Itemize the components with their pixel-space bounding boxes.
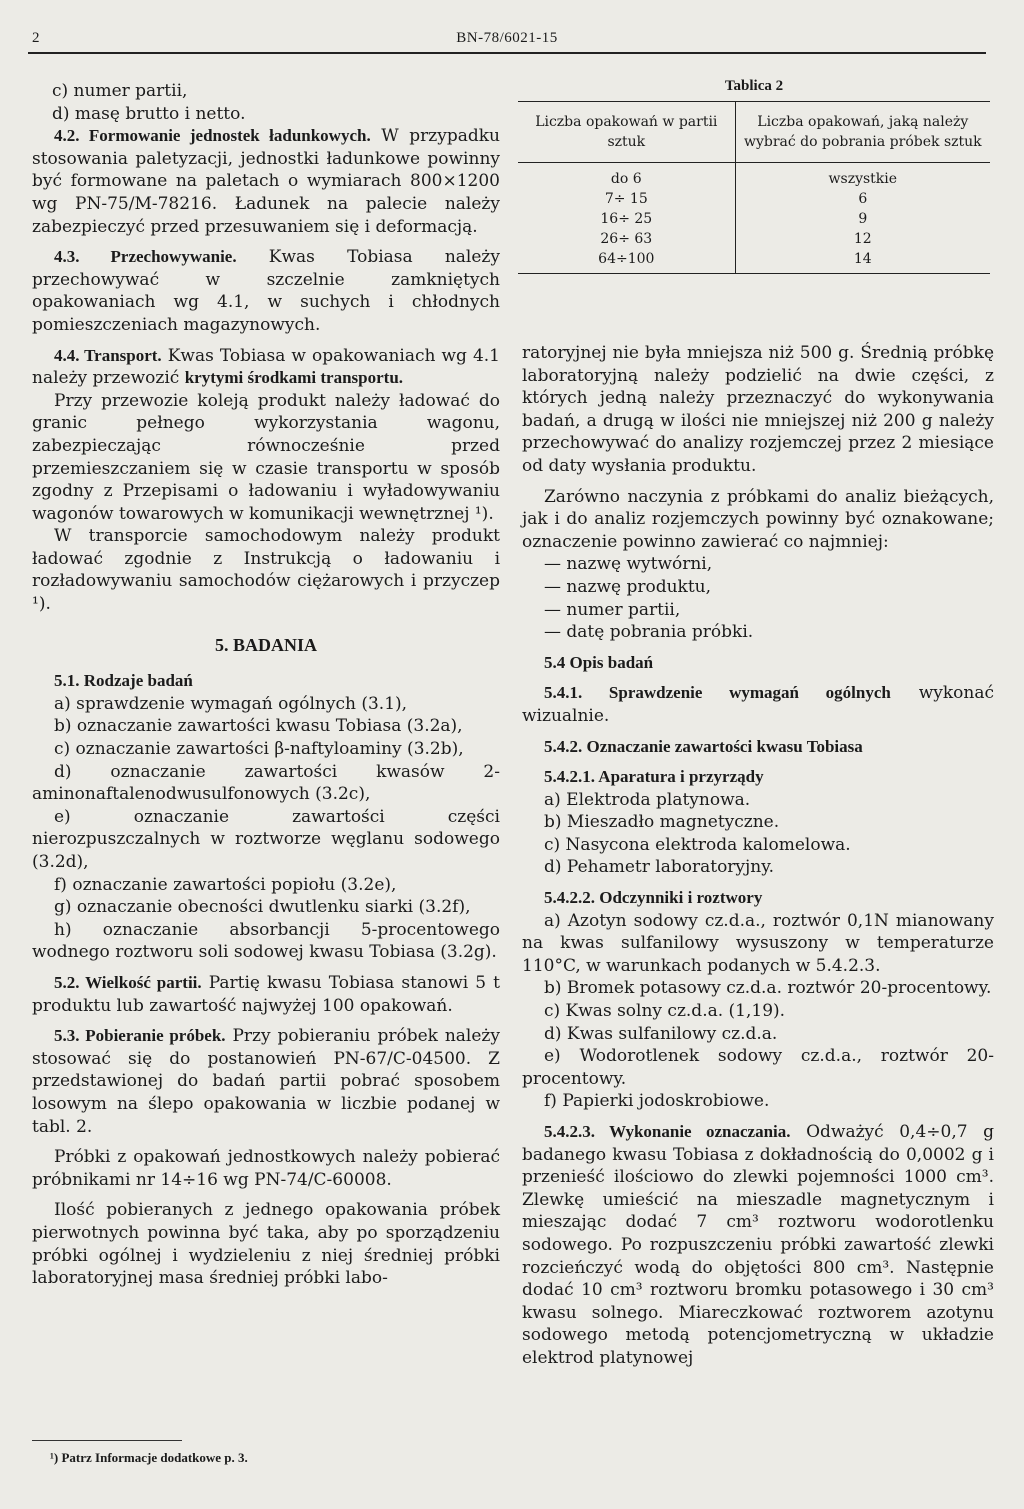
list-item: — nazwę produktu, <box>544 576 712 597</box>
paragraph-text: W transporcie samochodowym należy produkt ładować zgodnie z Instrukcją o ładowaniu i rozładowywaniu samochodów ciężarowych i przyczep ¹). <box>32 526 500 615</box>
section-heading: 5.4.1. Sprawdzenie wymagań ogólnych <box>544 683 891 703</box>
paragraph-text: W przypadku stosowania paletyzacji, jednostki ładunkowe powinny być formowane na paletach o wymiarach 800×1200 wg PN-75/M-78216. Ładunek na palecie należy zabezpieczyć przed przesuwaniem się i deformacją. <box>32 126 500 237</box>
list-item: a) sprawdzenie wymagań ogólnych (3.1), <box>54 693 408 714</box>
table-cell: 64÷100 <box>518 249 735 274</box>
section-heading: 5.4.2. Oznaczanie zawartości kwasu Tobiasa <box>544 736 863 756</box>
list-item: c) Nasycona elektroda kalomelowa. <box>544 834 851 855</box>
list-item: c) numer partii, <box>52 81 188 101</box>
list-item: b) Bromek potasowy cz.d.a. roztwór 20-procentowy. <box>544 978 992 999</box>
paragraph-5-4-1 <box>522 682 994 727</box>
tests-list <box>32 693 500 964</box>
table-title: Tablica 2 <box>724 78 784 94</box>
left-column <box>32 80 500 1298</box>
paragraph-text: Przy pobieraniu próbek należy stosować się do postanowień PN-67/C-04500. Z przedstawionej do badań partii pobrać sposobem losowym na ślepo opakowania w liczbie podanej w tabl. 2. <box>32 1026 500 1137</box>
paragraph-text: Kwas Tobiasa w opakowaniach wg 4.1 należy przewozić <box>32 345 500 389</box>
list-item: — nazwę wytwórni, <box>544 554 713 575</box>
table-cell: 7÷ 15 <box>604 191 648 207</box>
table-cell: 14 <box>735 249 990 274</box>
list-item: b) oznaczanie zawartości kwasu Tobiasa (3.2a), <box>54 716 463 737</box>
paragraph-text: Próbki z opakowań jednostkowych należy pobierać próbnikami nr 14÷16 wg PN-74/C-60008. <box>32 1147 500 1190</box>
page-number: 2 <box>32 30 40 46</box>
paragraph-5-4-2-3 <box>522 1121 994 1370</box>
section-heading: 4.3. Przechowywanie. <box>54 247 237 267</box>
sampling-table <box>518 101 990 274</box>
paragraph-text: Ilość pobieranych z jednego opakowania próbek pierwotnych powinna być taka, aby po sporządzeniu próbki ogólnej i wydzieleniu z niej średniej próbki laboratoryjnej masa średniej próbki labo- <box>32 1200 500 1289</box>
list-item: a) Elektroda platynowa. <box>544 789 751 810</box>
right-column <box>522 342 994 1378</box>
table-cell: 16÷ 25 <box>600 211 653 227</box>
table-cell: 26÷ 63 <box>600 231 653 247</box>
list-item: — datę pobrania próbki. <box>544 622 754 643</box>
paragraph-text: Kwas Tobiasa należy przechowywać w szczelnie zamkniętych opakowaniach wg 4.1, w suchych i chłodnych pomieszczeniach magazynowych. <box>32 247 500 335</box>
paragraph-text: Zarówno naczynia z próbkami do analiz bieżących, jak i do analiz rozjemczych powinny być oznakowane; oznaczenie powinno zawierać co najmniej: <box>522 486 994 552</box>
section-heading: 5.3. Pobieranie próbek. <box>54 1026 226 1046</box>
section-heading: 4.4. Transport. <box>54 345 162 365</box>
list-item: d) Pehametr laboratoryjny. <box>544 857 774 878</box>
list-item: f) oznaczanie zawartości popiołu (3.2e), <box>54 874 397 895</box>
section-heading: 5.4.2.3. Wykonanie oznaczania. <box>544 1122 791 1141</box>
list-item: e) Wodorotlenek sodowy cz.d.a., roztwór 20-procentowy. <box>522 1046 994 1089</box>
list-item: — numer partii, <box>544 599 681 620</box>
table-cell: 12 <box>735 229 990 249</box>
paragraph-text: Przy przewozie koleją produkt należy ładować do granic pełnego wykorzystania wagonu, zabezpieczając równocześnie przed przemieszczaniem się w czasie transportu w sposób zgodny z Przepisami o ładowaniu i wyładowywaniu wagonów towarowych w komunikacji wewnętrznej ¹). <box>32 390 500 524</box>
section-heading: 4.2. Formowanie jednostek ładunkowych. <box>54 126 371 146</box>
table-row <box>518 209 990 229</box>
table-row <box>518 189 990 209</box>
list-item: a) Azotyn sodowy cz.d.a., roztwór 0,1N mianowany na kwas sulfanilowy wysuszony w temperaturze 110°C, w warunkach podanych w 5.4.2.3. <box>522 910 994 976</box>
paragraph-text: ratoryjnej nie była mniejsza niż 500 g. Średnią próbkę laboratoryjną należy podzielić na dwie części, z których jedną należy przeznaczyć do wykonywania badań, a drugą w ilości nie mniejszej niż 200 g należy przechowywać do analizy rozjemczej przez 2 miesiące od daty wysłania produktu. <box>522 343 994 476</box>
list-item: c) Kwas solny cz.d.a. (1,19). <box>544 1001 786 1022</box>
section-heading: 5.2. Wielkość partii. <box>54 972 202 992</box>
list-item: c) oznaczanie zawartości β-naftyloaminy (3.2b), <box>54 739 464 760</box>
section-heading: 5.4.2.2. Odczynniki i roztwory <box>544 888 763 908</box>
standard-code: BN-78/6021-15 <box>456 30 558 46</box>
paragraph-5-3 <box>32 1025 500 1138</box>
table-cell: wszystkie <box>735 163 990 190</box>
marking-list <box>522 553 994 643</box>
table-row <box>518 163 990 190</box>
table-2 <box>518 78 990 274</box>
list-item: f) Papierki jodoskrobiowe. <box>544 1091 770 1112</box>
table-cell: 6 <box>735 189 990 209</box>
section-heading: 5.1. Rodzaje badań <box>54 671 193 691</box>
section-heading: 5.4.2.1. Aparatura i przyrządy <box>544 767 764 787</box>
section-heading: 5.4 Opis badań <box>544 652 654 672</box>
table-cell: 9 <box>735 209 990 229</box>
paragraph-text: Partię kwasu Tobiasa stanowi 5 t produktu lub zawartość najwyżej 100 opakowań. <box>32 972 500 1016</box>
list-item: h) oznaczanie absorbancji 5-procentowego wodnego roztworu soli sodowej kwasu Tobiasa (3.2g). <box>32 919 500 963</box>
footnote: ¹) Patrz Informacje dodatkowe p. 3. <box>50 1450 248 1465</box>
table-row <box>518 249 990 274</box>
column-header: Liczba opakowań, jaką należy wybrać do pobrania próbek sztuk <box>735 102 990 163</box>
section-title: 5. BADANIA <box>214 634 317 655</box>
footnote-divider <box>32 1440 182 1441</box>
table-row <box>518 229 990 249</box>
apparatus-list <box>522 789 994 879</box>
list-item: g) oznaczanie obecności dwutlenku siarki (3.2f), <box>54 897 471 918</box>
list-item: d) Kwas sulfanilowy cz.d.a. <box>544 1023 778 1044</box>
paragraph-text: Odważyć 0,4÷0,7 g badanego kwasu Tobiasa z dokładnością do 0,0002 g i przenieść ilościowo do zlewki pojemności 1000 cm³. Zlewkę umieścić na mieszadle magnetycznym i mieszając dodać 7 cm³ roztworu wodorotlenku sodowego. Po rozpuszczeniu próbki zawartość zlewki rozcieńczyć wodą do objętości 800 cm³. Następnie dodać 10 cm³ roztworu bromku potasowego i 30 cm³ kwasu solnego. Miareczkować roztworem azotynu sodowego metodą potencjometryczną w układzie elektrod platynowej <box>522 1122 994 1368</box>
table-cell: do 6 <box>610 171 642 187</box>
bold-text: krytymi środkami transportu. <box>184 368 404 388</box>
paragraph-4-4 <box>32 345 500 390</box>
list-item: d) oznaczanie zawartości kwasów 2-aminonaftalenodwusulfonowych (3.2c), <box>32 761 500 805</box>
paragraph-5-2 <box>32 972 500 1017</box>
list-item: e) oznaczanie zawartości części nierozpuszczalnych w roztworze węglanu sodowego (3.2d), <box>32 806 500 872</box>
paragraph-text: wykonać wizualnie. <box>522 683 994 726</box>
list-item: b) Mieszadło magnetyczne. <box>544 812 780 833</box>
paragraph-4-3 <box>32 246 500 336</box>
page-header <box>28 28 986 54</box>
reagents-list <box>522 910 994 1113</box>
paragraph-4-2 <box>32 125 500 238</box>
column-header: Liczba opakowań w partii sztuk <box>518 102 735 163</box>
list-item: d) masę brutto i netto. <box>52 103 246 124</box>
